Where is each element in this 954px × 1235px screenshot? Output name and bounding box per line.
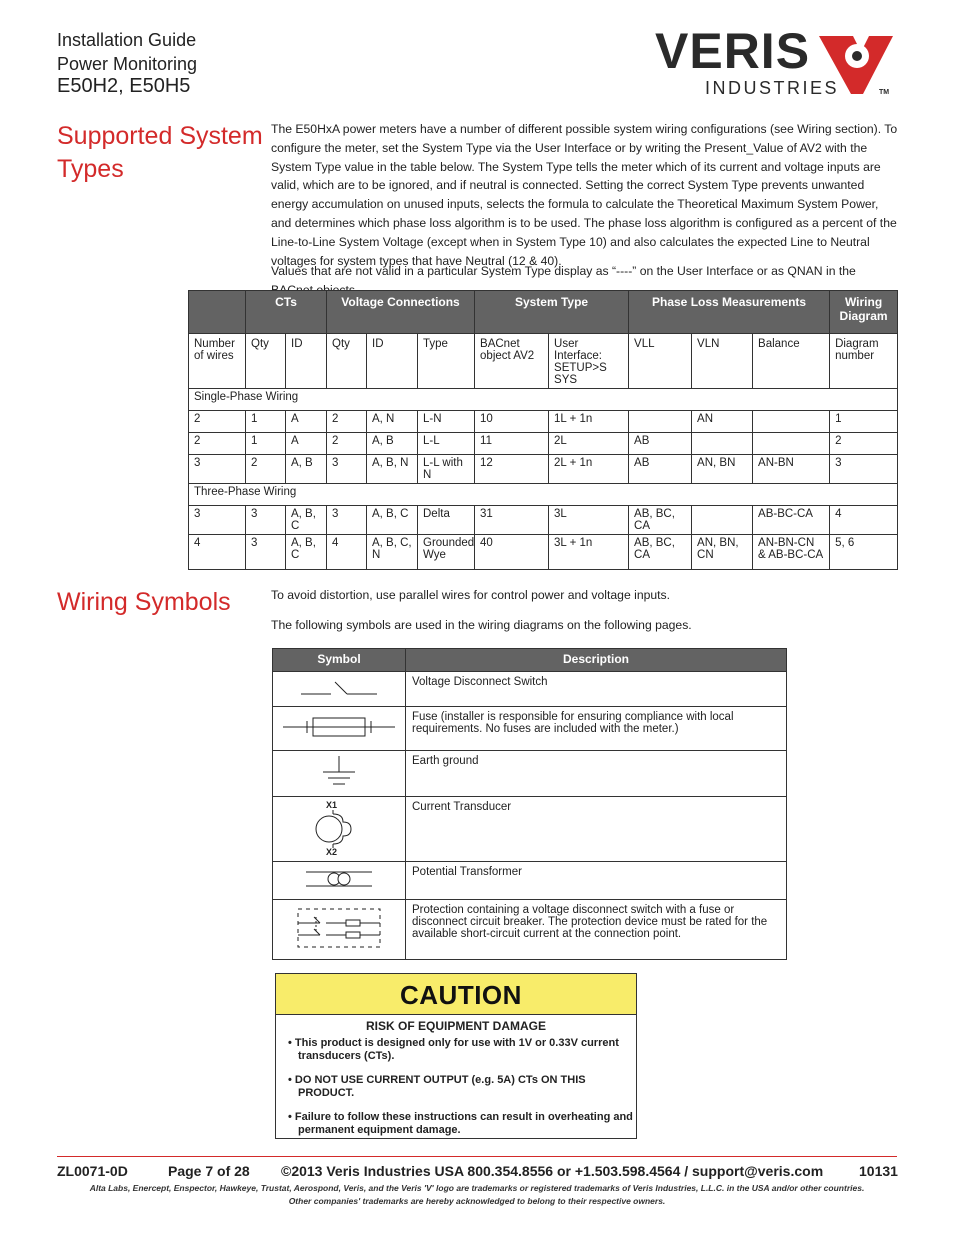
symbol-table-header xyxy=(273,649,787,672)
table-cell: AN-BN xyxy=(753,455,830,484)
table-cell: 12 xyxy=(475,455,549,484)
table-cell: 31 xyxy=(475,506,549,535)
table-cell: Delta xyxy=(418,506,475,535)
group-header-phase-loss: Phase Loss Measurements xyxy=(629,291,830,334)
table-cell: 3 xyxy=(246,506,286,535)
table-cell: 3 xyxy=(830,455,898,484)
system-types-paragraph: The E50HxA power meters have a number of different possible system wiring configurations (see Wiring section). To configure the meter, set the System Type via the User Interface or by writing the Present_Value of AV2 with the System Type value in the table below. The System Type tells the meter which of its current and voltage inputs are valid, which are to be ignored, and if neutral is connected. Setting the correct System Type prevents unwanted energy accumulation on unused inputs, selects the formula to calculate the Theoretical Maximum System Power, and determines which phase loss algorithm is to be used. The phase loss algorithm is configured as a percent of the Line-to-Line System Voltage (except when in System Type 10) and also calculates the expected Line to Neutral voltages for system types that have Neutral (12 & 40). xyxy=(271,122,898,268)
symbol-cell xyxy=(273,797,406,862)
list-item: • Failure to follow these instructions can result in overheating and permanent equipment damage. xyxy=(288,1111,633,1136)
table-cell: 1 xyxy=(830,411,898,433)
table-cell: 1L + 1n xyxy=(549,411,629,433)
sub-header: Qty xyxy=(246,334,286,389)
table-cell: L-L xyxy=(418,433,475,455)
table-cell: A, B xyxy=(286,455,327,484)
table-cell: 40 xyxy=(475,535,549,570)
header-subtitle: Power Monitoring xyxy=(57,54,198,74)
logo-wordmark: VERIS xyxy=(655,23,811,79)
symbol-description: Potential Transformer xyxy=(406,862,787,900)
section-title-wiring-symbols: Wiring Symbols xyxy=(57,588,231,616)
table-cell xyxy=(753,433,830,455)
group-header-system-type: System Type xyxy=(475,291,629,334)
table-cell: 3 xyxy=(327,455,367,484)
footer-copyright: ©2013 Veris Industries USA 800.354.8556 or +1.503.598.4564 / support@veris.com xyxy=(281,1163,824,1179)
current-transducer-icon xyxy=(309,810,369,848)
table-cell: 2 xyxy=(189,411,246,433)
system-types-table xyxy=(188,290,898,570)
table-row xyxy=(189,506,898,535)
footer-doc-id: ZL0071-0D xyxy=(57,1163,128,1179)
table-cell: 3 xyxy=(189,455,246,484)
list-item: • DO NOT USE CURRENT OUTPUT (e.g. 5A) CTs ON THIS PRODUCT. xyxy=(288,1074,586,1099)
fuse-icon xyxy=(279,715,399,739)
table-group-row xyxy=(189,389,898,411)
table-cell: 3L + 1n xyxy=(549,535,629,570)
table-cell: AN xyxy=(692,411,753,433)
table-cell: 3 xyxy=(246,535,286,570)
table-cell: A xyxy=(286,411,327,433)
description-column-header: Description xyxy=(406,649,787,672)
table-cell: L-N xyxy=(418,411,475,433)
sub-header: BACnet object AV2 xyxy=(475,334,549,389)
table-cell: 11 xyxy=(475,433,549,455)
sub-header: Qty xyxy=(327,334,367,389)
table-row xyxy=(273,707,787,751)
potential-transformer-icon xyxy=(304,868,374,890)
sub-header: Number of wires xyxy=(189,334,246,389)
footer-code: 10131 xyxy=(859,1163,898,1179)
table-cell: Grounded Wye xyxy=(418,535,475,570)
header-title: Installation Guide xyxy=(57,30,197,50)
symbol-description: Earth ground xyxy=(406,751,787,797)
group-header-cts: CTs xyxy=(246,291,327,334)
table-row xyxy=(273,672,787,707)
table-cell xyxy=(629,411,692,433)
table-cell: A, B, C xyxy=(286,506,327,535)
caution-heading: RISK OF EQUIPMENT DAMAGE xyxy=(365,1019,546,1033)
ct-label-x1: X1 xyxy=(326,800,338,810)
table-cell: 5, 6 xyxy=(830,535,898,570)
table-sub-header-row xyxy=(189,334,898,389)
table-row xyxy=(273,862,787,900)
symbol-cell xyxy=(273,707,406,751)
invalid-values-paragraph: Values that are not valid in a particular System Type display as “----” on the User Interface or as QNAN in the xyxy=(271,264,856,278)
symbols-intro-paragraph: The following symbols are used in the wiring diagrams on the following pages. xyxy=(271,618,692,632)
table-cell: 2L + 1n xyxy=(549,455,629,484)
table-cell: 2 xyxy=(327,433,367,455)
footer-trademark-line1: Alta Labs, Enercept, Enspector, Hawkeye, Trustat, Aerospond, Veris, and the Veris 'V' logo are trademarks or registered trademarks of Veris Industries, L.L.C. in the USA and/or other countries. xyxy=(89,1183,865,1193)
symbol-cell xyxy=(273,672,406,707)
symbol-description: Current Transducer xyxy=(406,797,787,862)
table-cell: 4 xyxy=(327,535,367,570)
table-cell: A, B, C, N xyxy=(367,535,418,570)
table-cell: A, B, C xyxy=(286,535,327,570)
veris-logo xyxy=(655,23,900,100)
caution-bar xyxy=(276,974,636,1015)
protection-device-icon xyxy=(294,907,384,949)
table-cell xyxy=(692,433,753,455)
table-cell: 2 xyxy=(246,455,286,484)
sub-header: Diagram number xyxy=(830,334,898,389)
table-cell: AB-BC-CA xyxy=(753,506,830,535)
table-cell: 3 xyxy=(327,506,367,535)
table-cell: 2 xyxy=(830,433,898,455)
parallel-wires-paragraph: To avoid distortion, use parallel wires for control power and voltage inputs. xyxy=(271,588,671,602)
group-header-voltage: Voltage Connections xyxy=(327,291,475,334)
caution-list xyxy=(276,1037,636,1136)
table-cell xyxy=(692,506,753,535)
ct-label-x2: X2 xyxy=(326,847,338,857)
table-cell: A, B xyxy=(367,433,418,455)
three-phase-label: Three-Phase Wiring xyxy=(189,484,898,506)
table-cell: A, B, C xyxy=(367,506,418,535)
voltage-disconnect-switch-icon xyxy=(289,676,389,700)
wiring-symbols-table xyxy=(272,648,787,960)
table-cell: AB xyxy=(629,433,692,455)
table-row xyxy=(189,535,898,570)
table-group-header-row xyxy=(189,291,898,334)
footer-divider xyxy=(57,1156,897,1157)
table-cell: AN, BN, CN xyxy=(692,535,753,570)
symbol-description: Protection containing a voltage disconnect switch with a fuse or disconnect circuit breaker. The protection device must be rated for the available short-circuit current at the connection point. xyxy=(406,900,787,960)
table-cell: 4 xyxy=(830,506,898,535)
table-cell: 2 xyxy=(327,411,367,433)
symbol-cell xyxy=(273,862,406,900)
footer-trademark-line2: Other companies' trademarks are hereby acknowledged to belong to their respective owners. xyxy=(288,1196,666,1206)
table-cell xyxy=(753,411,830,433)
group-header-blank xyxy=(189,291,246,334)
sub-header: User Interface: SETUP>S SYS xyxy=(549,334,629,389)
symbol-description: Fuse (installer is responsible for ensuring compliance with local requirements. No fuses are included with the meter.) xyxy=(406,707,787,751)
section-title-supported-system-types xyxy=(57,120,263,186)
table-cell: AB, BC, CA xyxy=(629,506,692,535)
caution-title: CAUTION xyxy=(400,980,522,1010)
header-model: E50H2, E50H5 xyxy=(57,75,191,97)
table-cell: 2 xyxy=(189,433,246,455)
table-row xyxy=(273,797,787,862)
table-row xyxy=(189,433,898,455)
table-cell: AN, BN xyxy=(692,455,753,484)
table-row xyxy=(189,455,898,484)
sub-header: Balance xyxy=(753,334,830,389)
sub-header: VLN xyxy=(692,334,753,389)
table-row xyxy=(189,411,898,433)
logo-trademark: TM xyxy=(879,89,890,96)
symbol-cell xyxy=(273,900,406,960)
logo-subtitle: INDUSTRIES xyxy=(705,78,840,98)
symbol-column-header: Symbol xyxy=(273,649,406,672)
table-cell: 1 xyxy=(246,411,286,433)
table-group-row xyxy=(189,484,898,506)
table-cell: AB xyxy=(629,455,692,484)
table-cell: A xyxy=(286,433,327,455)
sub-header: Type xyxy=(418,334,475,389)
table-cell: L-L with N xyxy=(418,455,475,484)
section-title-line1: Supported System xyxy=(57,122,263,150)
earth-ground-icon xyxy=(319,754,359,790)
table-cell: 2L xyxy=(549,433,629,455)
caution-box xyxy=(275,973,637,1139)
symbol-description: Voltage Disconnect Switch xyxy=(406,672,787,707)
table-cell: 4 xyxy=(189,535,246,570)
group-header-wiring-diagram: Wiring Diagram xyxy=(830,291,898,334)
single-phase-label: Single-Phase Wiring xyxy=(189,389,898,411)
sub-header: VLL xyxy=(629,334,692,389)
table-cell: AN-BN-CN & AB-BC-CA xyxy=(753,535,830,570)
section-title-line2: Types xyxy=(57,155,124,183)
table-cell: AB, BC, CA xyxy=(629,535,692,570)
list-item: • This product is designed only for use with 1V or 0.33V current transducers (CTs). xyxy=(288,1037,619,1062)
sub-header: ID xyxy=(286,334,327,389)
table-cell: 3 xyxy=(189,506,246,535)
symbol-cell xyxy=(273,751,406,797)
table-cell: A, B, N xyxy=(367,455,418,484)
table-row xyxy=(273,751,787,797)
table-cell: A, N xyxy=(367,411,418,433)
table-cell: 10 xyxy=(475,411,549,433)
footer-page: Page 7 of 28 xyxy=(168,1163,250,1179)
sub-header: ID xyxy=(367,334,418,389)
table-cell: 1 xyxy=(246,433,286,455)
table-row xyxy=(273,900,787,960)
table-cell: 3L xyxy=(549,506,629,535)
